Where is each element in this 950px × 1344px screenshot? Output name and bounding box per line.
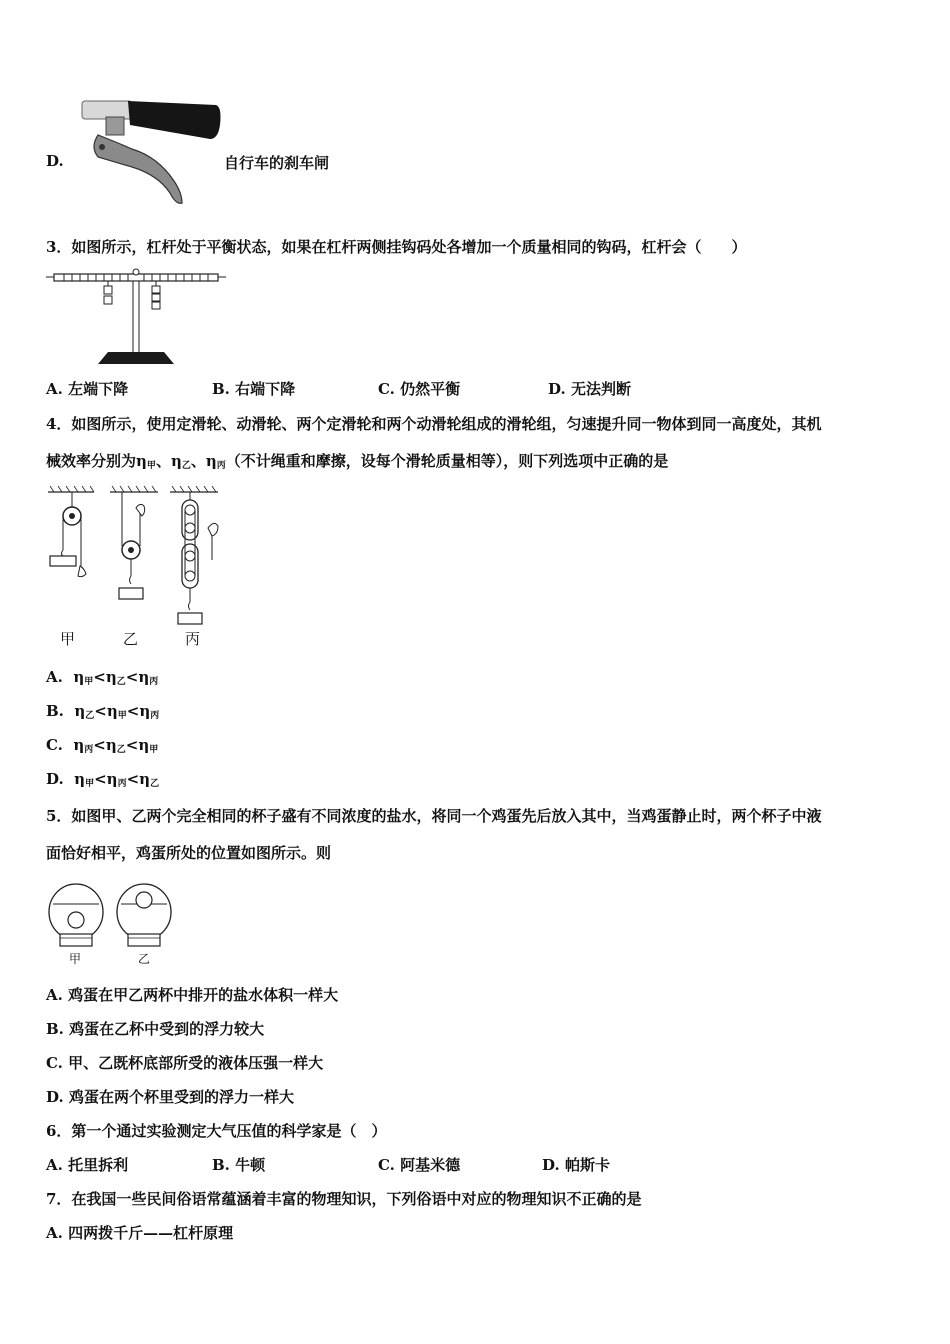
q6-stem: 6．第一个通过实验测定大气压值的科学家是（ ）: [46, 1122, 387, 1140]
q5-option-b[interactable]: B. 鸡蛋在乙杯中受到的浮力较大: [46, 1020, 265, 1038]
q4-option-a[interactable]: A. $\eta_甲<\eta_乙<\eta_丙$: [46, 668, 159, 687]
q6-options: [0, 1154, 950, 1176]
q4-option-b[interactable]: B. $\eta_乙<\eta_甲<\eta_丙$: [46, 702, 160, 721]
q3-option-c[interactable]: C. 仍然平衡: [378, 380, 461, 398]
q4-stem-line1: 4．如图所示，使用定滑轮、动滑轮、两个定滑轮和两个动滑轮组成的滑轮组，匀速提升同一物体到同一高度处，其机: [46, 415, 822, 433]
q4-fig-label-yi: 乙: [123, 630, 139, 648]
q4-option-d[interactable]: D. $\eta_甲<\eta_丙<\eta_乙$: [46, 770, 160, 789]
q3-option-b[interactable]: B. 右端下降: [212, 380, 296, 398]
q2-option-d-caption: 自行车的刹车闸: [224, 154, 330, 172]
q6-option-a[interactable]: A. 托里拆利: [46, 1156, 129, 1174]
q5-stem-line1: 5．如图甲、乙两个完全相同的杯子盛有不同浓度的盐水，将同一个鸡蛋先后放入其中，当鸡蛋静止时，两个杯子中液: [46, 807, 822, 825]
q5-option-d[interactable]: D. 鸡蛋在两个杯里受到的浮力一样大: [46, 1088, 294, 1106]
q5-option-a[interactable]: A. 鸡蛋在甲乙两杯中排开的盐水体积一样大: [46, 986, 339, 1004]
q4-option-c[interactable]: C. $\eta_丙<\eta_乙<\eta_甲$: [46, 736, 159, 755]
q4-fig-label-bing: 丙: [185, 630, 201, 648]
q3-option-d[interactable]: D. 无法判断: [548, 380, 631, 398]
q6-option-b[interactable]: B. 牛顿: [212, 1156, 266, 1174]
q5-fig-label-yi: 乙: [138, 952, 151, 966]
q5-stem-line2: 面恰好相平，鸡蛋所处的位置如图所示。则: [46, 844, 332, 862]
q3-option-a[interactable]: A. 左端下降: [46, 380, 129, 398]
q7-stem: 7．在我国一些民间俗语常蕴涵着丰富的物理知识，下列俗语中对应的物理知识不正确的是: [46, 1190, 642, 1208]
q6-option-d[interactable]: D. 帕斯卡: [542, 1156, 610, 1174]
q3-stem: 3．如图所示，杠杆处于平衡状态，如果在杠杆两侧挂钩码处各增加一个质量相同的钩码，杠杆会（ ）: [46, 238, 747, 256]
saltwater-cups-egg-figure: [44, 880, 179, 952]
q6-option-c[interactable]: C. 阿基米德: [378, 1156, 461, 1174]
q4-fig-label-jia: 甲: [60, 630, 76, 648]
q5-option-c[interactable]: C. 甲、乙既杯底部所受的液体压强一样大: [46, 1054, 324, 1072]
q7-option-a[interactable]: A. 四两拨千斤——杠杆原理: [46, 1224, 234, 1242]
lever-balance-figure: [46, 266, 228, 370]
q4-stem-line2: 械效率分别为$\eta_甲$、$\eta_乙$、$\eta_丙$（不计绳重和摩擦，设每个滑轮质量相等），则下列选项中正确的是: [46, 452, 669, 471]
q3-options: [0, 378, 950, 400]
q5-fig-label-jia: 甲: [69, 952, 82, 966]
pulley-systems-figure: [42, 484, 227, 646]
q2-option-d-key: D.: [46, 152, 64, 170]
bicycle-brake-lever-figure: [78, 95, 223, 210]
